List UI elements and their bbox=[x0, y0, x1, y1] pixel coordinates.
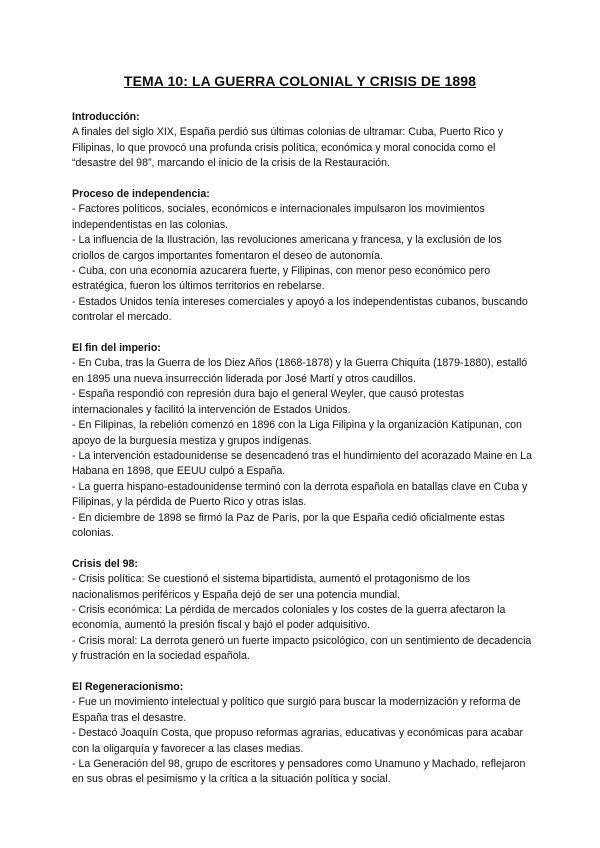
section-heading: Proceso de independencia: bbox=[72, 188, 210, 201]
list-item: - Crisis moral: La derrota generó un fuerte impacto psicológico, con un sentimiento de decadencia y frustración en la sociedad española. bbox=[72, 634, 532, 663]
list-item: - La influencia de la Ilustración, las revoluciones americana y francesa, y la exclusión de los criollos de cargos importantes fomentaron el deseo de autonomía. bbox=[72, 234, 502, 262]
list-item: - Crisis política: Se cuestionó el sistema bipartidista, aumentó el protagonismo de los nacionalismos periféricos y España dejó de ser una potencia mundial. bbox=[72, 573, 471, 601]
section-regeneracionismo bbox=[72, 680, 532, 788]
list-item: - Cuba, con una economía azucarera fuerte, y Filipinas, con menor peso económico pero estratégica, fueron los últimos territorios en rebelarse. bbox=[72, 265, 491, 293]
section-introduccion bbox=[72, 110, 532, 172]
list-item: - En Filipinas, la rebelión comenzó en 1896 con la Liga Filipina y la organización Katipunan, con apoyo de la burguesía mestiza y grupos indígenas. bbox=[72, 419, 522, 447]
section-fin-imperio bbox=[72, 341, 532, 541]
list-item: - En diciembre de 1898 se firmó la Paz de París, por la que España cedió oficialmente estas colonias. bbox=[72, 511, 505, 539]
section-heading: Crisis del 98: bbox=[72, 557, 138, 570]
section-heading: El fin del imperio: bbox=[72, 342, 161, 355]
section-heading: Introducción: bbox=[72, 111, 140, 123]
section-heading: El Regeneracionismo: bbox=[72, 680, 184, 693]
list-item: - Crisis económica: La pérdida de mercados coloniales y los costes de la guerra afectaron la economía, aumentó la presión fiscal y bajó el poder adquisitivo. bbox=[72, 603, 506, 632]
list-item: - La intervención estadounidense se desencadenó tras el hundimiento del acorazado Maine en La Habana en 1898, que EEUU culpó a España. bbox=[72, 449, 532, 478]
list-item: - Factores políticos, sociales, económicos e internacionales impulsaron los movimientos independentistas en las colonias. bbox=[72, 203, 485, 231]
section-paragraph: A finales del siglo XIX, España perdió sus últimas colonias de ultramar: Cuba, Puerto Rico y Filipinas, lo que provocó una profunda crisis política, económica y moral conocida como el “desastre del 98”, marcando el inicio de la crisis de la Restauración. bbox=[72, 126, 504, 170]
page-title: TEMA 10: LA GUERRA COLONIAL Y CRISIS DE 1898 bbox=[123, 73, 477, 89]
document-body bbox=[72, 110, 532, 803]
list-item: - La guerra hispano-estadounidense terminó con la derrota española en batallas clave en Cuba y Filipinas, y la pérdida de Puerto Rico y otras islas. bbox=[72, 480, 528, 509]
section-crisis-98 bbox=[72, 557, 532, 665]
list-item: - España respondió con represión dura bajo el general Weyler, que causó protestas internacionales y facilitó la intervención de Estados Unidos. bbox=[72, 388, 465, 416]
list-item: - Fue un movimiento intelectual y político que surgió para buscar la modernización y reforma de España tras el desastre. bbox=[72, 696, 521, 724]
list-item: - Estados Unidos tenía intereses comerciales y apoyó a los independentistas cubanos, buscando controlar el mercado. bbox=[72, 295, 528, 324]
section-proceso-independencia bbox=[72, 187, 532, 326]
list-item: - La Generación del 98, grupo de escritores y pensadores como Unamuno y Machado, reflejaron en sus obras el pesimismo y la crítica a la situación política y social. bbox=[72, 758, 526, 786]
list-item: - En Cuba, tras la Guerra de los Diez Años (1868-1878) y la Guerra Chiquita (1879-1880), estalló en 1895 una nueva insurrección liderada por José Martí y otros caudillos. bbox=[72, 357, 528, 385]
list-item: - Destacó Joaquín Costa, que propuso reformas agrarias, educativas y económicas para acabar con la oligarquía y favorecer a las clases medias. bbox=[72, 727, 524, 755]
